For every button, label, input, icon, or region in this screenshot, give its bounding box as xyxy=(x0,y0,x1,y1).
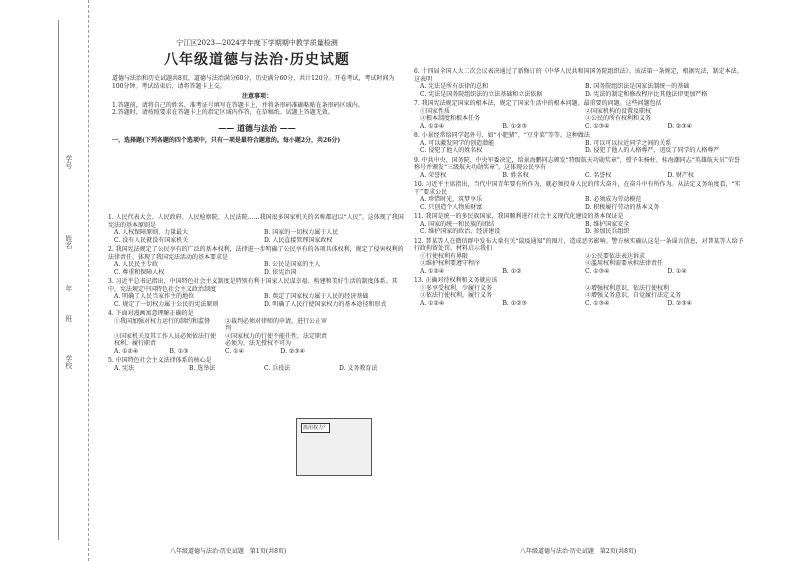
question-stem: 10. 习近平主席指出，当代中国青年要有所作为，就必须投身人民的伟大奋斗，在奋斗中有所作为。从法定义务角度看，“实干”要求公民 xyxy=(414,181,741,196)
answer-option: D. 侵犯了他人的人格尊严，违反了同学的人格尊严 xyxy=(585,147,720,154)
option-list xyxy=(414,140,744,155)
answer-option: A. 宪法是所有法律的总和 xyxy=(420,83,489,90)
option-list xyxy=(108,229,408,244)
answer-option: D. ②③④ xyxy=(280,347,306,355)
question xyxy=(414,238,744,276)
binding-label-id: 学号 xyxy=(64,155,73,169)
answer-option: D. ②③④ xyxy=(667,122,693,130)
answer-option: B. ①②③ xyxy=(502,299,527,307)
answer-option: C. 名誉权 xyxy=(585,171,612,179)
question xyxy=(414,213,744,236)
answer-option: C. 尊重和保障人权 xyxy=(114,268,165,276)
statement-item: ②公民要依法表达诉求 xyxy=(585,252,646,260)
answer-option: B. 可以可以拉近同学之间的关系 xyxy=(585,139,672,147)
statement-item: ④国家权力的行使不能任性，法定职责必须为，法无授权不可为 xyxy=(225,332,328,347)
question-stem: 11. 我国是统一的多民族国家，我国顺利进行社会主义现代化建设的基本保证是 xyxy=(414,213,624,220)
answer-option: D. 义务教育法 xyxy=(339,364,378,372)
answer-option: C. 兵役法 xyxy=(264,364,291,372)
answer-option: A. 国家的统一和民族的团结 xyxy=(420,220,495,228)
option-list xyxy=(108,348,330,356)
statement-item: ②国家机构的设置及职权 xyxy=(585,107,652,115)
answer-option: D. 积极履行劳动的基本义务 xyxy=(585,203,660,211)
option-list xyxy=(414,268,744,276)
question xyxy=(414,68,744,98)
question-stem: 8. 小景经常给同学起外号，如“小肥猪”、“豆芽菜”等等。这种做法 xyxy=(414,132,590,139)
option-list xyxy=(414,196,744,211)
answer-option: B. 维护国家安全 xyxy=(585,220,630,228)
answer-option: C. 宪法是国务院组织法的立法基础和立法依据 xyxy=(420,90,543,98)
answer-option: A. ①②④ xyxy=(420,267,445,275)
answer-option: A. 明确了人民当家作主的地位 xyxy=(114,293,195,300)
binding-label-grade: 年 xyxy=(64,285,73,292)
question-stem: 4. 下面对漫画寓意理解正确的是 xyxy=(108,310,194,317)
answer-option: D. 参加民兵组织 xyxy=(585,228,630,235)
answer-option: C. 侵犯了他人的姓名权 xyxy=(420,147,483,154)
answer-option: B. ①③ xyxy=(169,347,189,355)
question xyxy=(414,157,744,180)
option-list xyxy=(414,83,744,98)
answer-option: A. ①②④ xyxy=(420,299,445,307)
option-list xyxy=(414,221,744,236)
question-stem: 9. 中共中央、国务院、中央军委决定，给景海鹏同志颁发“特级航天功勋奖章”，授予朱杨柱、桂海潮同志“英雄航天员”荣誉称号并颁发“三级航天功勋奖章”。这体现公民享有 xyxy=(414,156,740,171)
answer-option: B. 国务院组织法是国家法制统一的基础 xyxy=(585,83,690,90)
answer-option: B. 国家的一切权力属于人民 xyxy=(264,229,339,236)
option-list xyxy=(108,293,408,308)
answer-option: C. ①③④ xyxy=(585,299,610,307)
answer-option: D. ②③④ xyxy=(667,299,693,307)
option-list xyxy=(414,172,744,180)
page-header xyxy=(112,39,402,146)
note-1: 1.答题前，请将自己的姓名、准考证号填写在答题卡上，并将条形码准确粘贴在条形码区域内。 xyxy=(112,101,364,109)
footer-left: 八年级道德与法治·历史试题 第1页(共8页) xyxy=(170,548,287,555)
part-title: 一、选择题(下列各题的四个选项中，只有一项是最符合题意的。每小题2分，共26分) xyxy=(112,136,341,144)
statement-item: ④增强义务意识，自觉履行法定义务 xyxy=(585,292,682,299)
answer-option: D. 明确了人民行使国家权力的基本途径和形式 xyxy=(264,300,387,308)
answer-option: A. ①②④ xyxy=(420,122,445,130)
answer-option: C. ①④ xyxy=(225,347,244,355)
note-2: 2.答题时，请按照要求在答题卡上的指定区域内作答，在草稿纸、试题上答题无效。 xyxy=(112,109,334,117)
answer-option: B. 必须成为劳动模范 xyxy=(585,196,642,203)
question-stem: 5. 中国特色社会主义法律体系的核心是 xyxy=(108,357,212,364)
answer-option: A. 荣誉权 xyxy=(420,171,447,179)
question xyxy=(108,246,408,276)
statement-item: ③维护权利要遵守程序 xyxy=(420,260,481,267)
footer-right: 八年级道德与法治·历史试题 第2页(共8页) xyxy=(520,548,637,555)
question-stem: 1. 人民代表大会、人民政府、人民检察院、人民法院……我国很多国家机关的名称都冠以“人民”。这体现了我国宪法的基本原则是 xyxy=(108,214,404,229)
intro-text: 道德与法治和历史试题共8页，道德与法治满分60分，历史满分60分，共计120分。开卷考试，考试时间为100分钟。考试结束后，请将答题卡上交。 xyxy=(112,75,395,90)
answer-option: D. 依宪治国 xyxy=(264,268,297,276)
answer-option: B. 选举法 xyxy=(189,364,216,372)
answer-option: C. 规定了一切权力属于公民的宪法原则 xyxy=(114,300,219,308)
question xyxy=(108,357,408,372)
binding-margin xyxy=(0,0,89,561)
answer-option: B. 奠定了国家权力属于人民的经济基础 xyxy=(264,293,369,300)
question-stem: 7. 我国宪法规定国家的根本法，规定了国家生活中的根本问题、最重要的问题。这些问题包括 xyxy=(414,100,662,107)
statement-item: ②增强权利意识，依法行使权利 xyxy=(585,284,670,292)
answer-option: A. 可以激发同学的创造潜能 xyxy=(420,139,495,147)
answer-option: A. 珍惜时光，筑梦享乐 xyxy=(420,196,483,203)
statement-item: ③国家机关及其工作人员必须依法行使权利，履行职责 xyxy=(114,332,217,347)
binding-label-class: 班 xyxy=(64,315,73,322)
binding-line xyxy=(58,20,59,540)
question-stem: 3. 习近平总书记指出，中国特色社会主义制度是特别有利于国家人民谋幸福、构建和美好生活的制度体系。其中，宪法规定中国特色社会主义政治制度 xyxy=(108,278,398,293)
question xyxy=(414,277,744,307)
answer-option: B. ①② xyxy=(502,267,522,275)
exam-name: 宁江区2023—2024学年度下学期期中教学质量检测 xyxy=(176,39,338,47)
question xyxy=(108,310,408,355)
section-title: —— 道德与法治 —— xyxy=(218,122,296,133)
option-list xyxy=(108,261,408,276)
binding-label-name: 姓名 xyxy=(64,235,73,249)
notes-title: 注意事项： xyxy=(241,93,272,101)
statement-item: ①我国加强对权力运行的制约和监督 xyxy=(114,317,211,325)
cartoon-image xyxy=(296,418,372,476)
answer-option: C. ①③④ xyxy=(585,122,610,130)
question xyxy=(108,214,408,244)
statement-item: ①行使权利有界限 xyxy=(420,252,469,260)
statement-item: ②裁判必须对律师的申请，进行公正审判 xyxy=(225,317,328,332)
option-list xyxy=(414,123,744,131)
statement-item: ③依法行使权利，履行义务 xyxy=(420,292,493,299)
answer-option: C. 维护国家的政治、经济建设 xyxy=(420,228,501,235)
question-stem: 6. 十四届全国人大二次会议表决通过了新修订的《中华人民共和国国务院组织法》。该法第一条规定，根据宪法，制定本法。这表明 xyxy=(414,68,743,83)
question-stem: 12. 普某等人在微信群中发布大量有关“鼠疫通知”的图片，造成恶劣影响。警方核实确认这是一条谣言信息，对普某等人给予行政拘留处罚。材料启示我们 xyxy=(414,237,744,252)
answer-option: B. ①②③ xyxy=(502,122,527,130)
page-title: 八年级道德与法治·历史试题 xyxy=(164,51,350,68)
answer-option: A. 人民民主专政 xyxy=(114,261,159,268)
answer-option: D. 人民直接管理国家政权 xyxy=(264,236,333,244)
option-list xyxy=(108,365,408,373)
question xyxy=(414,100,744,130)
statement-item: ③根本制度和根本任务 xyxy=(420,115,481,122)
binding-label-school: 学校 xyxy=(64,355,73,369)
cartoon-label: 滥用权力？ xyxy=(301,423,330,433)
statement-item: ①多享受权利，少履行义务 xyxy=(420,284,493,292)
answer-option: A. 宪法 xyxy=(114,364,135,372)
answer-option: C. ①③④ xyxy=(585,267,610,275)
right-column xyxy=(414,66,744,308)
answer-option: A. 人权保障原则、力量最大 xyxy=(114,229,189,236)
statement-item: ④公民的所有权利和义务 xyxy=(585,115,652,122)
question xyxy=(414,132,744,155)
question-stem: 2. 我国宪法规定了公民享有的广泛的基本权利，法律进一步明确了公民享有的各项具体权利，规定了侵害权利的法律责任。体现了我国宪法活动的基本要求是 xyxy=(108,246,404,261)
left-column xyxy=(108,212,408,373)
question xyxy=(108,278,408,308)
question-stem: 13. 正确对待权利和义务就应该 xyxy=(414,277,498,284)
answer-option: A. ①②④ xyxy=(114,347,139,355)
question xyxy=(414,181,744,211)
answer-option: D. 财产权 xyxy=(667,171,694,179)
answer-option: D. 宪法的制定和修改程序比其他法律更加严格 xyxy=(585,90,708,98)
statement-item: ①国家性质 xyxy=(420,107,451,115)
statement-item: ④滥用权利需要承担法律责任 xyxy=(585,260,664,267)
answer-option: B. 公民是国家的主人 xyxy=(264,261,321,268)
answer-option: B. 姓名权 xyxy=(502,171,529,179)
option-list xyxy=(414,300,744,308)
answer-option: C. 只创造个人物质财富 xyxy=(420,203,483,211)
answer-option: C. 没有人民就没有国家机关 xyxy=(114,236,189,244)
answer-option: D. ①④ xyxy=(667,267,687,275)
